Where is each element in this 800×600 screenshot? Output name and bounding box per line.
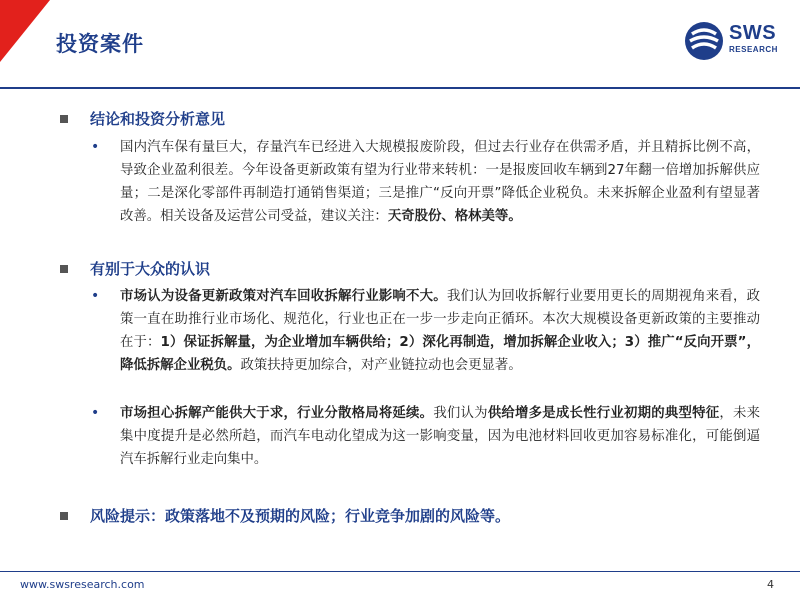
corner-accent: [0, 0, 50, 62]
risk-text: 风险提示：政策落地不及预期的风险；行业竞争加剧的风险等。: [90, 507, 511, 525]
square-bullet-icon: [60, 115, 68, 123]
logo-subtitle: RESEARCH: [729, 45, 778, 54]
bullet-dot-icon: •: [91, 139, 100, 155]
header-divider: [0, 87, 800, 89]
paragraph-view-1: [120, 285, 760, 377]
text-span: 政策扶持更加综合，对产业链拉动也会更显著。: [240, 358, 522, 373]
square-bullet-icon: [60, 512, 68, 520]
footer-divider: [0, 571, 800, 572]
text-span: 国内汽车保有量巨大，存量汽车已经进入大规模报废阶段，但过去行业存在供需矛盾，并且精拆比例不高，导致企业盈利很差。今年设备更新政策有望为行业带来转机：一是报废回收车辆到27年翻一倍增加拆解供应量；二是深化零部件再制造打通销售渠道；三是推广“反向开票”降低企业税负。未来拆解企业盈利有望显著改善。相关设备及运营公司受益，建议关注：: [120, 140, 760, 224]
bullet-dot-icon: •: [91, 405, 100, 421]
slide-title: 投资案件: [56, 32, 144, 56]
text-span: 我们认为回收拆解行业要用更长的周期视角来看，政策一直在助推行业市场化、规范化，行业也正在一步一步走向正循环。本次大规模设备更新政策的主要推动在于：: [120, 289, 761, 350]
paragraph-view-2: [120, 402, 760, 471]
section-risk: [60, 505, 510, 526]
paragraph-conclusion: [120, 136, 760, 228]
text-span: ，未来集中度提升是必然所趋，而汽车电动化望成为这一影响变量，因为电池材料回收更加容易标准化，可能倒逼汽车拆解行业走向集中。: [120, 406, 761, 467]
footer-url-link[interactable]: www.swsresearch.com: [20, 578, 145, 591]
bold-span: 1）保证拆解量，为企业增加车辆供给；2）深化再制造，增加拆解企业收入；3）推广“反向开票”，降低拆解企业税负。: [120, 335, 760, 373]
section-different-view: [60, 258, 210, 279]
logo-wordmark: SWS: [729, 22, 777, 44]
bold-span: 市场担心拆解产能供大于求，行业分散格局将延续。: [120, 406, 434, 421]
section-title-different-view: 有别于大众的认识: [90, 260, 211, 278]
bullet-view-2: [91, 402, 760, 471]
section-title-conclusion: 结论和投资分析意见: [90, 110, 226, 128]
bullet-dot-icon: •: [91, 288, 100, 304]
bold-span: 天奇股份、格林美等。: [387, 209, 522, 224]
square-bullet-icon: [60, 265, 68, 273]
text-span: 我们认为: [433, 406, 488, 421]
section-conclusion: [60, 108, 225, 129]
bullet-conclusion: [91, 136, 760, 228]
bullet-view-1: [91, 285, 760, 377]
page-number: 4: [767, 578, 774, 591]
bold-span: 供给增多是成长性行业初期的典型特征: [487, 406, 720, 421]
bold-span: 市场认为设备更新政策对汽车回收拆解行业影响不大。: [120, 289, 447, 304]
